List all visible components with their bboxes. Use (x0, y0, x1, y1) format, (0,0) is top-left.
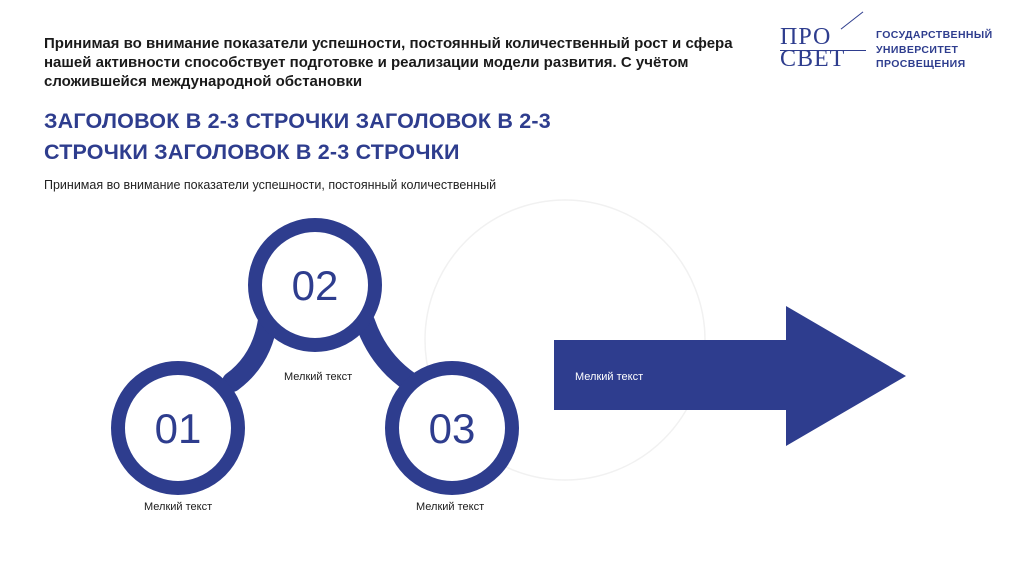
circle-02-caption: Мелкий текст (284, 371, 353, 383)
connector-1-2 (232, 320, 268, 382)
circle-01-caption: Мелкий текст (144, 501, 213, 513)
logo-text-line-2: УНИВЕРСИТЕТ (876, 43, 959, 56)
logo-mark-line-1: ПРО (780, 24, 832, 50)
circle-02-number: 02 (291, 262, 339, 309)
circle-03-caption: Мелкий текст (416, 501, 485, 513)
subtitle-text: Принимая во внимание показатели успешности, постоянный количественный (44, 178, 497, 192)
logo-text-line-1: ГОСУДАРСТВЕННЫЙ (876, 29, 993, 41)
circle-03-number: 03 (428, 405, 476, 452)
arrow-caption: Мелкий текст (575, 371, 644, 383)
circle-01-number: 01 (154, 405, 202, 452)
logo-mark-line-2: СВЕТ (780, 46, 846, 72)
logo-text-line-3: ПРОСВЕЩЕНИЯ (876, 58, 966, 70)
intro-paragraph: Принимая во внимание показатели успешности, постоянный количественный рост и сфера нашей активности способствует подготовке и реализации модели развития. С учётом сложившейся международной обстановки (44, 35, 733, 90)
connector-2-3 (365, 322, 410, 382)
page-title: ЗАГОЛОВОК В 2-3 СТРОЧКИ ЗАГОЛОВОК В 2-3 СТРОЧКИ ЗАГОЛОВОК В 2-3 СТРОЧКИ (44, 109, 551, 164)
